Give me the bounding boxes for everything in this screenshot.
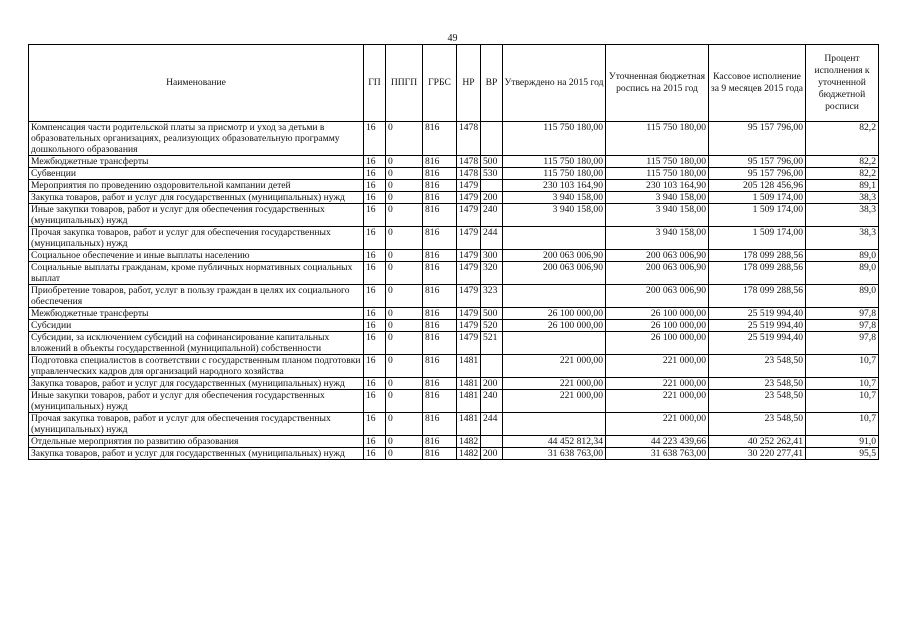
cell-refined: 200 063 006,90 — [606, 262, 709, 285]
cell-cash: 95 157 796,00 — [709, 156, 806, 168]
header-refined: Уточненная бюджетная роспись на 2015 год — [606, 45, 709, 122]
cell-approved: 221 000,00 — [503, 378, 606, 390]
cell-percent: 89,0 — [806, 250, 879, 262]
cell-percent: 10,7 — [806, 390, 879, 413]
cell-refined: 221 000,00 — [606, 413, 709, 436]
cell-grbs: 816 — [423, 227, 457, 250]
cell-name: Отдельные мероприятия по развитию образования — [29, 436, 364, 448]
cell-np: 1481 — [457, 355, 481, 378]
header-np: НР — [457, 45, 481, 122]
cell-vr — [481, 122, 503, 156]
cell-approved: 31 638 763,00 — [503, 448, 606, 460]
cell-approved — [503, 227, 606, 250]
cell-percent: 89,0 — [806, 285, 879, 308]
cell-percent: 82,2 — [806, 122, 879, 156]
cell-vr: 521 — [481, 332, 503, 355]
page-number: 49 — [447, 33, 458, 44]
cell-approved: 26 100 000,00 — [503, 308, 606, 320]
cell-refined: 115 750 180,00 — [606, 156, 709, 168]
table-row — [29, 320, 879, 332]
cell-np: 1479 — [457, 204, 481, 227]
cell-refined: 3 940 158,00 — [606, 192, 709, 204]
cell-percent: 10,7 — [806, 355, 879, 378]
cell-np: 1479 — [457, 308, 481, 320]
cell-approved: 115 750 180,00 — [503, 168, 606, 180]
cell-np: 1479 — [457, 180, 481, 192]
cell-np: 1478 — [457, 156, 481, 168]
cell-cash: 1 509 174,00 — [709, 192, 806, 204]
cell-name: Субсидии, за исключением субсидий на софинансирование капитальных вложений в объекты государственной (муниципальной) собственности — [29, 332, 364, 355]
cell-percent: 89,0 — [806, 262, 879, 285]
cell-refined: 31 638 763,00 — [606, 448, 709, 460]
cell-percent: 82,2 — [806, 168, 879, 180]
cell-cash: 178 099 288,56 — [709, 250, 806, 262]
cell-ppgp: 0 — [386, 204, 423, 227]
cell-grbs: 816 — [423, 390, 457, 413]
cell-vr: 500 — [481, 308, 503, 320]
cell-approved: 115 750 180,00 — [503, 122, 606, 156]
cell-grbs: 816 — [423, 355, 457, 378]
table-row — [29, 332, 879, 355]
cell-cash: 95 157 796,00 — [709, 122, 806, 156]
cell-cash: 178 099 288,56 — [709, 262, 806, 285]
cell-vr: 500 — [481, 156, 503, 168]
cell-vr: 244 — [481, 413, 503, 436]
cell-percent: 97,8 — [806, 332, 879, 355]
cell-ppgp: 0 — [386, 436, 423, 448]
cell-gp: 16 — [364, 204, 386, 227]
cell-vr: 200 — [481, 378, 503, 390]
cell-np: 1481 — [457, 413, 481, 436]
cell-ppgp: 0 — [386, 227, 423, 250]
cell-name: Межбюджетные трансферты — [29, 156, 364, 168]
cell-percent: 38,3 — [806, 192, 879, 204]
table-row — [29, 250, 879, 262]
cell-name: Закупка товаров, работ и услуг для государственных (муниципальных) нужд — [29, 448, 364, 460]
table-row — [29, 448, 879, 460]
cell-ppgp: 0 — [386, 308, 423, 320]
cell-np: 1479 — [457, 227, 481, 250]
cell-refined: 221 000,00 — [606, 355, 709, 378]
cell-gp: 16 — [364, 168, 386, 180]
table-row — [29, 355, 879, 378]
cell-percent: 97,8 — [806, 308, 879, 320]
cell-grbs: 816 — [423, 250, 457, 262]
cell-refined: 26 100 000,00 — [606, 320, 709, 332]
header-ppgp: ППГП — [386, 45, 423, 122]
cell-cash: 23 548,50 — [709, 378, 806, 390]
cell-refined: 221 000,00 — [606, 378, 709, 390]
table-row — [29, 122, 879, 156]
cell-cash: 23 548,50 — [709, 355, 806, 378]
table-row — [29, 227, 879, 250]
table-row — [29, 192, 879, 204]
cell-gp: 16 — [364, 122, 386, 156]
table-row — [29, 180, 879, 192]
cell-grbs: 816 — [423, 192, 457, 204]
cell-gp: 16 — [364, 250, 386, 262]
cell-name: Закупка товаров, работ и услуг для государственных (муниципальных) нужд — [29, 378, 364, 390]
table-row — [29, 285, 879, 308]
cell-gp: 16 — [364, 390, 386, 413]
cell-name: Прочая закупка товаров, работ и услуг для обеспечения государственных (муниципальных) нужд — [29, 227, 364, 250]
header-approved: Утверждено на 2015 год — [503, 45, 606, 122]
cell-vr: 323 — [481, 285, 503, 308]
table-row — [29, 308, 879, 320]
cell-grbs: 816 — [423, 156, 457, 168]
table-row — [29, 204, 879, 227]
cell-approved — [503, 413, 606, 436]
cell-percent: 10,7 — [806, 378, 879, 390]
cell-refined: 221 000,00 — [606, 390, 709, 413]
header-vr: ВР — [481, 45, 503, 122]
cell-vr — [481, 436, 503, 448]
cell-vr: 520 — [481, 320, 503, 332]
cell-cash: 23 548,50 — [709, 413, 806, 436]
cell-approved: 115 750 180,00 — [503, 156, 606, 168]
cell-gp: 16 — [364, 413, 386, 436]
cell-vr: 530 — [481, 168, 503, 180]
cell-refined: 44 223 439,66 — [606, 436, 709, 448]
cell-grbs: 816 — [423, 285, 457, 308]
cell-vr: 200 — [481, 192, 503, 204]
cell-approved: 3 940 158,00 — [503, 204, 606, 227]
cell-gp: 16 — [364, 378, 386, 390]
header-name: Наименование — [29, 45, 364, 122]
cell-vr: 240 — [481, 390, 503, 413]
cell-np: 1481 — [457, 390, 481, 413]
cell-np: 1482 — [457, 436, 481, 448]
cell-approved: 3 940 158,00 — [503, 192, 606, 204]
cell-name: Субсидии — [29, 320, 364, 332]
cell-cash: 30 220 277,41 — [709, 448, 806, 460]
cell-name: Прочая закупка товаров, работ и услуг для обеспечения государственных (муниципальных) нужд — [29, 413, 364, 436]
cell-vr — [481, 355, 503, 378]
cell-name: Субвенции — [29, 168, 364, 180]
cell-vr: 200 — [481, 448, 503, 460]
cell-vr — [481, 180, 503, 192]
cell-grbs: 816 — [423, 180, 457, 192]
cell-refined: 200 063 006,90 — [606, 250, 709, 262]
cell-grbs: 816 — [423, 204, 457, 227]
cell-refined: 3 940 158,00 — [606, 227, 709, 250]
cell-gp: 16 — [364, 355, 386, 378]
cell-grbs: 816 — [423, 436, 457, 448]
cell-approved: 200 063 006,90 — [503, 262, 606, 285]
cell-percent: 91,0 — [806, 436, 879, 448]
cell-percent: 82,2 — [806, 156, 879, 168]
cell-refined: 26 100 000,00 — [606, 308, 709, 320]
cell-cash: 40 252 262,41 — [709, 436, 806, 448]
cell-name: Подготовка специалистов в соответствии с государственным планом подготовки управленческих кадров для организаций народного хозяйства — [29, 355, 364, 378]
cell-ppgp: 0 — [386, 320, 423, 332]
table-body — [29, 122, 879, 460]
cell-cash: 95 157 796,00 — [709, 168, 806, 180]
cell-name: Иные закупки товаров, работ и услуг для обеспечения государственных (муниципальных) нужд — [29, 390, 364, 413]
cell-ppgp: 0 — [386, 285, 423, 308]
cell-gp: 16 — [364, 320, 386, 332]
budget-execution-table — [28, 44, 879, 460]
cell-percent: 89,1 — [806, 180, 879, 192]
cell-np: 1478 — [457, 168, 481, 180]
cell-grbs: 816 — [423, 320, 457, 332]
cell-cash: 23 548,50 — [709, 390, 806, 413]
table-row — [29, 168, 879, 180]
cell-ppgp: 0 — [386, 180, 423, 192]
cell-np: 1479 — [457, 262, 481, 285]
cell-name: Социальное обеспечение и иные выплаты населению — [29, 250, 364, 262]
cell-refined: 115 750 180,00 — [606, 122, 709, 156]
table-header-row — [29, 45, 879, 122]
table-row — [29, 413, 879, 436]
table-row — [29, 262, 879, 285]
header-cash: Кассовое исполнение за 9 месяцев 2015 года — [709, 45, 806, 122]
header-gp: ГП — [364, 45, 386, 122]
cell-np: 1479 — [457, 332, 481, 355]
cell-gp: 16 — [364, 436, 386, 448]
table-row — [29, 436, 879, 448]
cell-grbs: 816 — [423, 413, 457, 436]
cell-percent: 97,8 — [806, 320, 879, 332]
cell-np: 1479 — [457, 192, 481, 204]
cell-percent: 38,3 — [806, 227, 879, 250]
table-row — [29, 378, 879, 390]
cell-approved: 221 000,00 — [503, 390, 606, 413]
cell-ppgp: 0 — [386, 413, 423, 436]
cell-gp: 16 — [364, 227, 386, 250]
cell-ppgp: 0 — [386, 332, 423, 355]
cell-refined: 115 750 180,00 — [606, 168, 709, 180]
cell-refined: 200 063 006,90 — [606, 285, 709, 308]
cell-approved — [503, 285, 606, 308]
cell-cash: 1 509 174,00 — [709, 204, 806, 227]
cell-np: 1481 — [457, 378, 481, 390]
cell-cash: 205 128 456,96 — [709, 180, 806, 192]
cell-name: Компенсация части родительской платы за присмотр и уход за детьми в образовательных организациях, реализующих образовательную программу дошкольного образования — [29, 122, 364, 156]
cell-gp: 16 — [364, 180, 386, 192]
cell-np: 1479 — [457, 250, 481, 262]
cell-ppgp: 0 — [386, 192, 423, 204]
cell-gp: 16 — [364, 332, 386, 355]
cell-vr: 320 — [481, 262, 503, 285]
cell-ppgp: 0 — [386, 378, 423, 390]
cell-percent: 10,7 — [806, 413, 879, 436]
cell-gp: 16 — [364, 308, 386, 320]
cell-ppgp: 0 — [386, 390, 423, 413]
cell-vr: 244 — [481, 227, 503, 250]
cell-refined: 26 100 000,00 — [606, 332, 709, 355]
cell-name: Социальные выплаты гражданам, кроме публичных нормативных социальных выплат — [29, 262, 364, 285]
cell-ppgp: 0 — [386, 355, 423, 378]
cell-cash: 25 519 994,40 — [709, 332, 806, 355]
cell-gp: 16 — [364, 285, 386, 308]
cell-vr: 240 — [481, 204, 503, 227]
cell-np: 1482 — [457, 448, 481, 460]
cell-approved: 200 063 006,90 — [503, 250, 606, 262]
cell-gp: 16 — [364, 192, 386, 204]
cell-cash: 1 509 174,00 — [709, 227, 806, 250]
cell-cash: 25 519 994,40 — [709, 320, 806, 332]
cell-ppgp: 0 — [386, 122, 423, 156]
header-percent: Процент исполнения к уточненной бюджетной росписи — [806, 45, 879, 122]
cell-np: 1479 — [457, 285, 481, 308]
cell-ppgp: 0 — [386, 156, 423, 168]
cell-percent: 38,3 — [806, 204, 879, 227]
cell-refined: 230 103 164,90 — [606, 180, 709, 192]
cell-approved — [503, 332, 606, 355]
cell-ppgp: 0 — [386, 262, 423, 285]
cell-grbs: 816 — [423, 168, 457, 180]
cell-grbs: 816 — [423, 262, 457, 285]
cell-cash: 178 099 288,56 — [709, 285, 806, 308]
cell-grbs: 816 — [423, 122, 457, 156]
cell-gp: 16 — [364, 156, 386, 168]
cell-grbs: 816 — [423, 448, 457, 460]
cell-name: Межбюджетные трансферты — [29, 308, 364, 320]
cell-refined: 3 940 158,00 — [606, 204, 709, 227]
header-grbs: ГРБС — [423, 45, 457, 122]
cell-np: 1478 — [457, 122, 481, 156]
cell-ppgp: 0 — [386, 250, 423, 262]
cell-grbs: 816 — [423, 308, 457, 320]
cell-approved: 44 452 812,34 — [503, 436, 606, 448]
cell-approved: 230 103 164,90 — [503, 180, 606, 192]
table-row — [29, 390, 879, 413]
cell-name: Приобретение товаров, работ, услуг в пользу граждан в целях их социального обеспечения — [29, 285, 364, 308]
cell-vr: 300 — [481, 250, 503, 262]
cell-ppgp: 0 — [386, 448, 423, 460]
cell-cash: 25 519 994,40 — [709, 308, 806, 320]
cell-name: Иные закупки товаров, работ и услуг для обеспечения государственных (муниципальных) нужд — [29, 204, 364, 227]
cell-percent: 95,5 — [806, 448, 879, 460]
table-row — [29, 156, 879, 168]
cell-name: Мероприятия по проведению оздоровительной кампании детей — [29, 180, 364, 192]
cell-ppgp: 0 — [386, 168, 423, 180]
cell-grbs: 816 — [423, 332, 457, 355]
cell-gp: 16 — [364, 448, 386, 460]
cell-np: 1479 — [457, 320, 481, 332]
cell-approved: 221 000,00 — [503, 355, 606, 378]
cell-gp: 16 — [364, 262, 386, 285]
cell-approved: 26 100 000,00 — [503, 320, 606, 332]
cell-name: Закупка товаров, работ и услуг для государственных (муниципальных) нужд — [29, 192, 364, 204]
cell-grbs: 816 — [423, 378, 457, 390]
